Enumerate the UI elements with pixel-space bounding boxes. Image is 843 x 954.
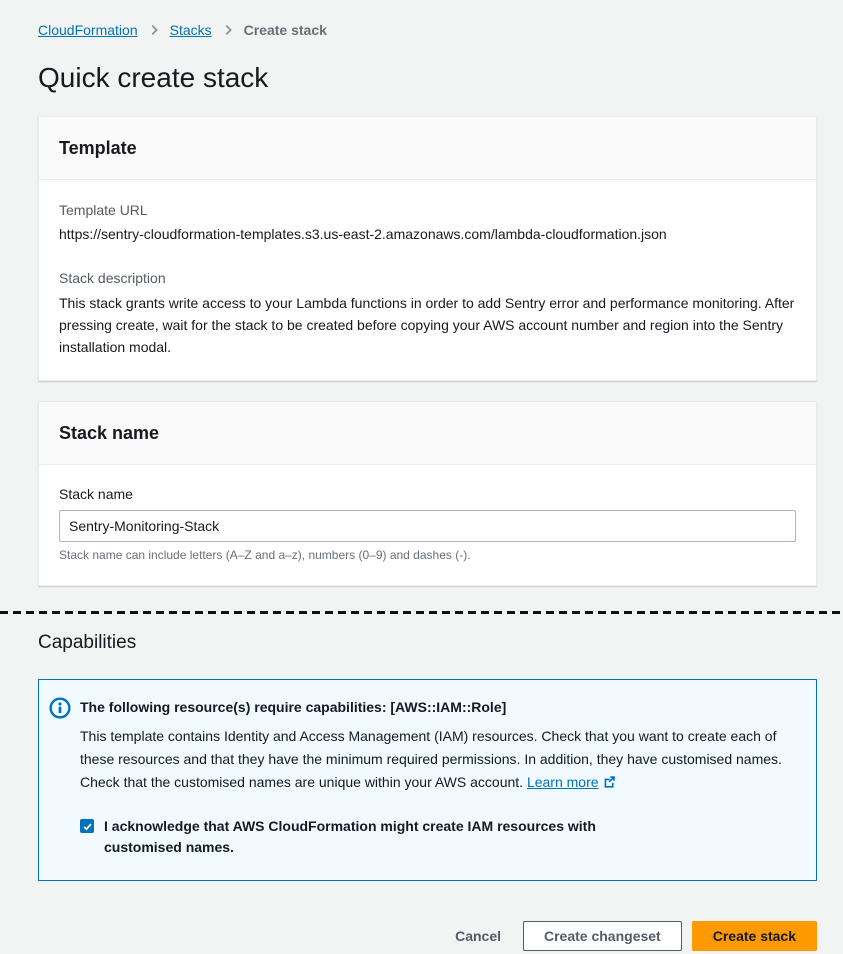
- stack-description-value: This stack grants write access to your Lambda functions in order to add Sentry error and performance monitoring. After pressing create, wait for the stack to be created before copying your AWS account number and region into the Sentry installation modal.: [59, 295, 795, 355]
- template-url-label: Template URL: [59, 202, 148, 218]
- stack-name-card-title: Stack name: [59, 423, 160, 443]
- stack-description-label: Stack description: [59, 270, 166, 286]
- template-card-title: Template: [59, 138, 137, 158]
- page-title: Quick create stack: [38, 62, 269, 93]
- cancel-button[interactable]: Cancel: [451, 922, 505, 950]
- chevron-right-icon: [147, 23, 161, 37]
- alert-title: The following resource(s) require capabilities: [AWS::IAM::Role]: [80, 699, 507, 715]
- stack-name-input[interactable]: [59, 510, 796, 542]
- breadcrumb: [38, 0, 817, 38]
- breadcrumb-link-stacks[interactable]: Stacks: [169, 22, 212, 38]
- breadcrumb-current: Create stack: [243, 22, 327, 38]
- chevron-right-icon: [221, 23, 235, 37]
- template-card: [38, 116, 817, 381]
- stack-name-hint: Stack name can include letters (A–Z and a–z), numbers (0–9) and dashes (-).: [59, 548, 471, 562]
- info-icon: [49, 697, 71, 722]
- template-card-body: [39, 180, 816, 380]
- template-url-value: https://sentry-cloudformation-templates.s3.us-east-2.amazonaws.com/lambda-cloudformation.json: [59, 226, 667, 242]
- learn-more-link[interactable]: Learn more: [526, 774, 599, 790]
- alert-body-text: This template contains Identity and Access Management (IAM) resources. Check that you want to create each of these resources and that they have the minimum required permissions. In addition, they have customised names. Check that the customised names are unique within your AWS account.: [80, 728, 782, 790]
- acknowledge-label: I acknowledge that AWS CloudFormation might create IAM resources with customised names.: [104, 818, 596, 855]
- stack-name-card: [38, 401, 817, 586]
- stack-name-card-body: [39, 465, 816, 585]
- external-link-icon: [603, 772, 616, 795]
- create-stack-button[interactable]: Create stack: [692, 921, 817, 951]
- dashed-divider: [0, 611, 843, 614]
- create-changeset-button[interactable]: Create changeset: [523, 921, 682, 951]
- capabilities-title: Capabilities: [38, 632, 137, 653]
- breadcrumb-link-cloudformation[interactable]: CloudFormation: [38, 22, 138, 38]
- capabilities-alert: [38, 679, 817, 881]
- stack-name-card-header: [39, 402, 816, 465]
- stack-name-label: Stack name: [59, 486, 133, 502]
- template-card-header: [39, 117, 816, 180]
- action-bar: [38, 921, 817, 951]
- alert-body: [80, 725, 796, 795]
- checkbox-checked-icon[interactable]: [80, 819, 94, 833]
- acknowledge-row[interactable]: [80, 816, 796, 858]
